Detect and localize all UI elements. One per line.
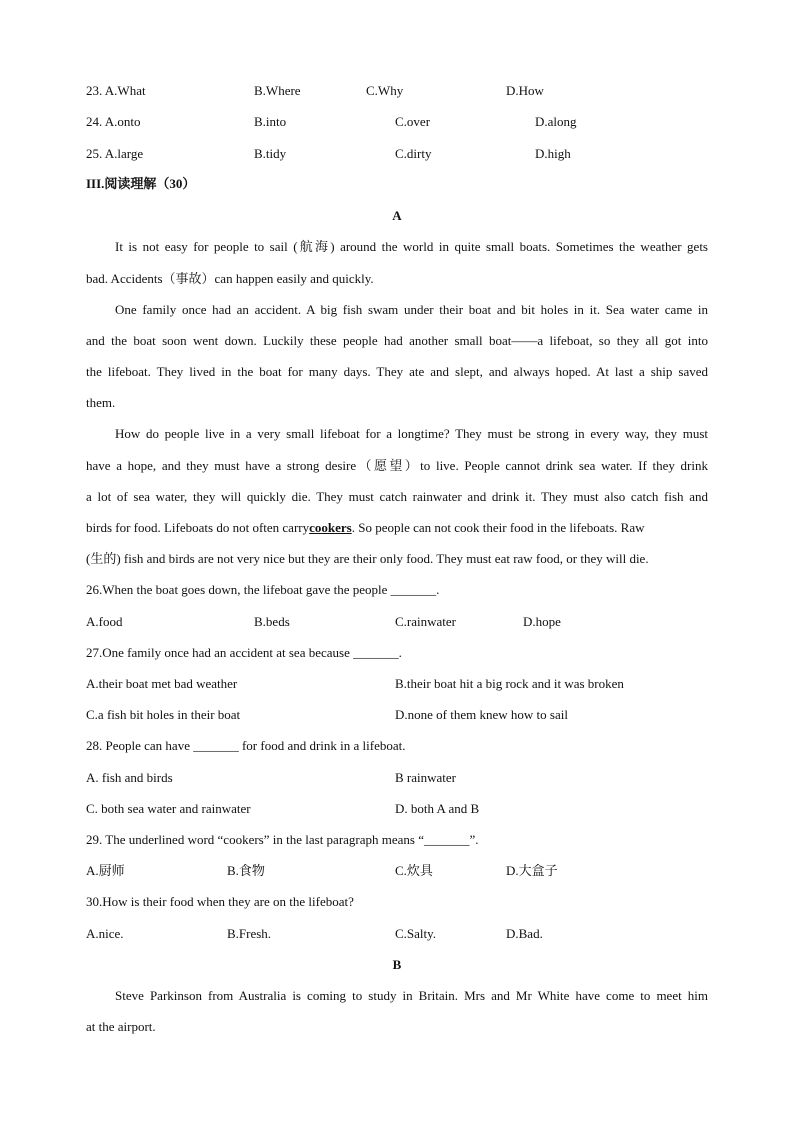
passage-a-line: and the boat soon went down. Luckily these people had another small boat——a lifeboat, so they all got into bbox=[86, 333, 708, 348]
passage-a-line: One family once had an accident. A big fish swam under their boat and bit holes in it. Sea water came in bbox=[115, 302, 708, 317]
q27-option-a: A.their boat met bad weather bbox=[86, 676, 238, 691]
q30-option-a: A.nice. bbox=[86, 926, 124, 941]
q26-option-b: B.beds bbox=[254, 614, 290, 629]
q23-option-c: C.Why bbox=[366, 83, 404, 98]
q29-option-c: C.炊具 bbox=[395, 863, 433, 878]
q30-option-d: D.Bad. bbox=[506, 926, 543, 941]
underlined-word: cookers bbox=[309, 520, 352, 535]
q28-option-c: C. both sea water and rainwater bbox=[86, 801, 251, 816]
q25-option-a: 25. A.large bbox=[86, 146, 144, 161]
q27-stem: 27.One family once had an accident at sea because _______. bbox=[86, 645, 402, 660]
q24-option-a: 24. A.onto bbox=[86, 114, 141, 129]
q29-option-a: A.厨师 bbox=[86, 863, 125, 878]
passage-a-text: birds for food. Lifeboats do not often carry bbox=[86, 520, 310, 535]
q28-option-b: B rainwater bbox=[395, 770, 457, 785]
q23-option-b: B.Where bbox=[254, 83, 301, 98]
q25-option-d: D.high bbox=[535, 146, 571, 161]
q26-option-d: D.hope bbox=[523, 614, 561, 629]
q23-option-a: 23. A.What bbox=[86, 83, 146, 98]
section-title: III.阅读理解（30） bbox=[86, 176, 196, 191]
q26-stem: 26.When the boat goes down, the lifeboat gave the people _______. bbox=[86, 582, 440, 597]
q27-option-c: C.a fish bit holes in their boat bbox=[86, 707, 241, 722]
passage-a-line: have a hope, and they must have a strong desire（愿望）to live. People cannot drink sea water. If they drink bbox=[86, 458, 708, 473]
passage-b-line: at the airport. bbox=[86, 1019, 156, 1034]
q24-option-b: B.into bbox=[254, 114, 287, 129]
passage-a-line-cookers bbox=[86, 519, 708, 537]
passage-a-line: It is not easy for people to sail (航海) around the world in quite small boats. Sometimes the weather gets bbox=[115, 239, 708, 254]
passage-a-line: (生的) fish and birds are not very nice but they are their only food. They must eat raw food, or they will die. bbox=[86, 551, 649, 566]
q23-option-d: D.How bbox=[506, 83, 544, 98]
passage-a-label: A bbox=[392, 208, 402, 223]
q28-stem: 28. People can have _______ for food and drink in a lifeboat. bbox=[86, 738, 406, 753]
q29-option-d: D.大盒子 bbox=[506, 863, 558, 878]
q26-option-a: A.food bbox=[86, 614, 123, 629]
passage-a-line: bad. Accidents（事故）can happen easily and quickly. bbox=[86, 271, 374, 286]
q27-option-d: D.none of them knew how to sail bbox=[395, 707, 568, 722]
passage-a-text: . So people can not cook their food in the lifeboats. Raw bbox=[351, 520, 645, 535]
passage-b-line: Steve Parkinson from Australia is coming to study in Britain. Mrs and Mr White have come to meet him bbox=[115, 988, 708, 1003]
q29-option-b: B.食物 bbox=[227, 863, 265, 878]
passage-a-line: How do people live in a very small lifeboat for a longtime? They must be strong in every way, they must bbox=[115, 426, 708, 441]
q29-stem: 29. The underlined word “cookers” in the last paragraph means “_______”. bbox=[86, 832, 479, 847]
q30-stem: 30.How is their food when they are on the lifeboat? bbox=[86, 894, 354, 909]
q26-option-c: C.rainwater bbox=[395, 614, 457, 629]
q25-option-c: C.dirty bbox=[395, 146, 432, 161]
q25-option-b: B.tidy bbox=[254, 146, 287, 161]
passage-a-line: the lifeboat. They lived in the boat for many days. They ate and slept, and always hoped. At last a ship saved bbox=[86, 364, 708, 379]
passage-a-line: a lot of sea water, they will quickly die. They must catch rainwater and drink it. They must also catch fish and bbox=[86, 489, 708, 504]
passage-a-line: them. bbox=[86, 395, 116, 410]
q27-option-b: B.their boat hit a big rock and it was broken bbox=[395, 676, 624, 691]
q30-option-b: B.Fresh. bbox=[227, 926, 272, 941]
q24-option-c: C.over bbox=[395, 114, 431, 129]
passage-b-label: B bbox=[392, 957, 402, 972]
q28-option-a: A. fish and birds bbox=[86, 770, 173, 785]
q24-option-d: D.along bbox=[535, 114, 577, 129]
q30-option-c: C.Salty. bbox=[395, 926, 437, 941]
q28-option-d: D. both A and B bbox=[395, 801, 480, 816]
